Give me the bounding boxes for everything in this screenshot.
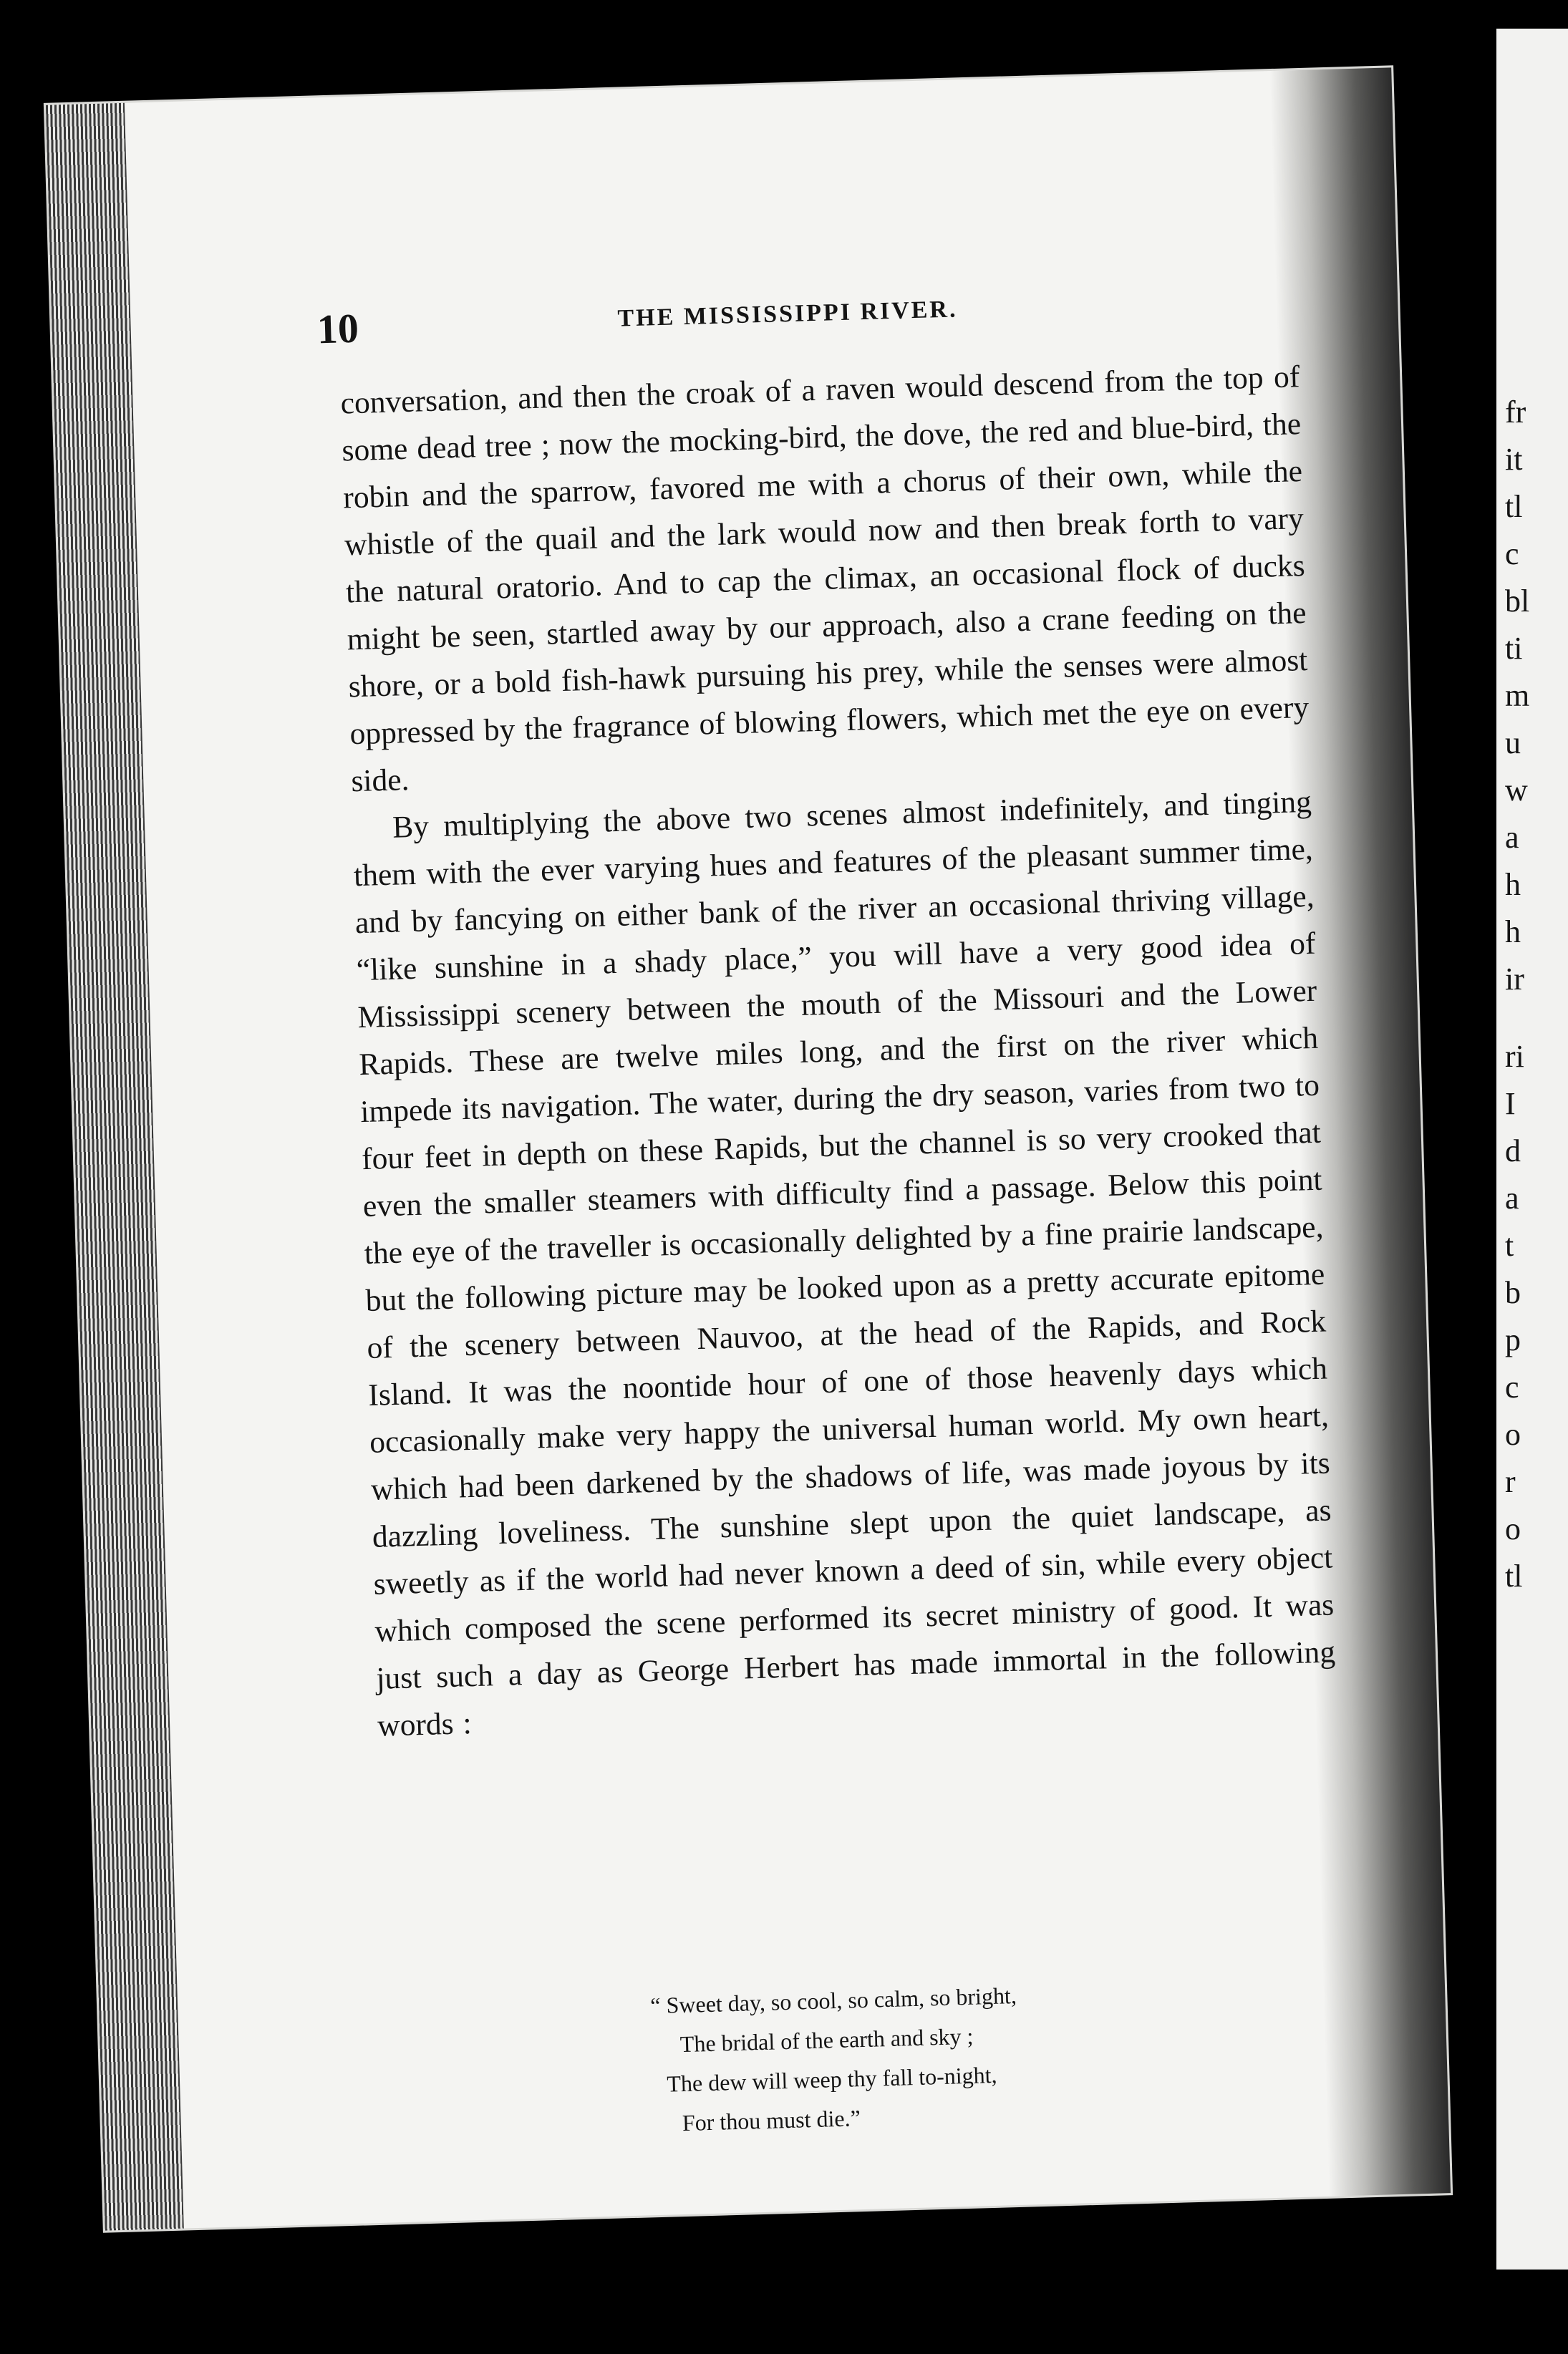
facing-fragment: p bbox=[1505, 1322, 1521, 1357]
facing-fragment: o bbox=[1505, 1417, 1521, 1452]
facing-fragment: fr bbox=[1505, 394, 1526, 430]
facing-fragment: tl bbox=[1505, 489, 1523, 524]
facing-fragment: w bbox=[1505, 772, 1528, 808]
facing-fragment: m bbox=[1505, 678, 1530, 713]
facing-fragment: tl bbox=[1505, 1559, 1523, 1594]
page-stack-edge bbox=[46, 103, 184, 2231]
facing-fragment: c bbox=[1505, 536, 1519, 571]
poem-line-3: The dew will weep thy fall to-night, bbox=[666, 2061, 997, 2097]
page-number: 10 bbox=[316, 304, 359, 353]
body-text bbox=[340, 353, 1337, 1750]
running-head bbox=[316, 280, 1213, 369]
poem-line-4: For thou must die.” bbox=[682, 2105, 861, 2136]
facing-fragment: t bbox=[1505, 1228, 1514, 1263]
facing-fragment: h bbox=[1505, 914, 1521, 949]
book-page bbox=[46, 67, 1451, 2230]
facing-fragment: it bbox=[1505, 442, 1523, 477]
facing-fragment: a bbox=[1505, 1181, 1519, 1216]
facing-fragment: b bbox=[1505, 1275, 1521, 1310]
facing-fragment: ri bbox=[1505, 1039, 1524, 1074]
facing-fragment: r bbox=[1505, 1464, 1516, 1499]
chapter-title: THE MISSISSIPPI RIVER. bbox=[617, 296, 958, 332]
paragraph-2: By multiplying the above two scenes almost indefinitely, and tinging them with the ever varying hues and features of the pleasant summer time, and by fancying on either bank of the river an occasional thriving village, “like sunshine in a shady place,” you will have a very good idea of Mississippi scenery between the mouth of the Missouri and the Lower Rapids. These are twelve miles long, and the first on the river which impede its navigation. The water, during the dry season, varies from two to four feet in depth on these Rapids, but the channel is so very crooked that even the smaller steamers with difficulty find a passage. Below this point the eye of the traveller is occasionally delighted by a fine prairie landscape, but the following picture may be looked upon as a pretty accurate epitome of the scenery between Nauvoo, at the head of the Rapids, and Rock Island. It was the noontide hour of one of those heavenly days which occasionally make very happy the universal human world. My own heart, which had been darkened by the shadows of life, was made joyous by its dazzling loveliness. The sunshine slept upon the quiet landscape, as sweetly as if the world had never known a deed of sin, while every object which composed the scene performed its secret ministry of good. It was just such a day as George Herbert has made immortal in the following words : bbox=[353, 784, 1336, 1743]
facing-fragment: I bbox=[1505, 1086, 1516, 1121]
facing-fragment: h bbox=[1505, 867, 1521, 902]
poem-quote bbox=[650, 1970, 1242, 2144]
poem-line-2: The bridal of the earth and sky ; bbox=[679, 2023, 974, 2058]
facing-fragment: d bbox=[1505, 1133, 1521, 1168]
facing-fragment: c bbox=[1505, 1370, 1519, 1405]
facing-fragment: o bbox=[1505, 1511, 1521, 1546]
paragraph-1: conversation, and then the croak of a raven would descend from the top of some dead tree ; now the mocking-bird, the dove, the red and blue-bird, the robin and the sparrow, favored me with a chorus of their own, while the whistle of the quail and the lark would now and then break forth to vary the natural oratorio. And to cap the climax, an occasional flock of ducks might be seen, startled away by our approach, also a crane feeding on the shore, or a bold fish-hawk pursuing his prey, while the senses were almost oppressed by the fragrance of blowing flowers, which met the eye on every side. bbox=[340, 359, 1310, 799]
facing-fragment: bl bbox=[1505, 583, 1530, 619]
poem-line-1: “ Sweet day, so cool, so calm, so bright, bbox=[649, 1982, 1017, 2019]
facing-fragment: ti bbox=[1505, 631, 1523, 666]
facing-fragment: u bbox=[1505, 725, 1521, 760]
facing-page-strip bbox=[1496, 29, 1568, 2270]
facing-fragment: a bbox=[1505, 820, 1519, 855]
facing-fragment: ir bbox=[1505, 962, 1524, 997]
